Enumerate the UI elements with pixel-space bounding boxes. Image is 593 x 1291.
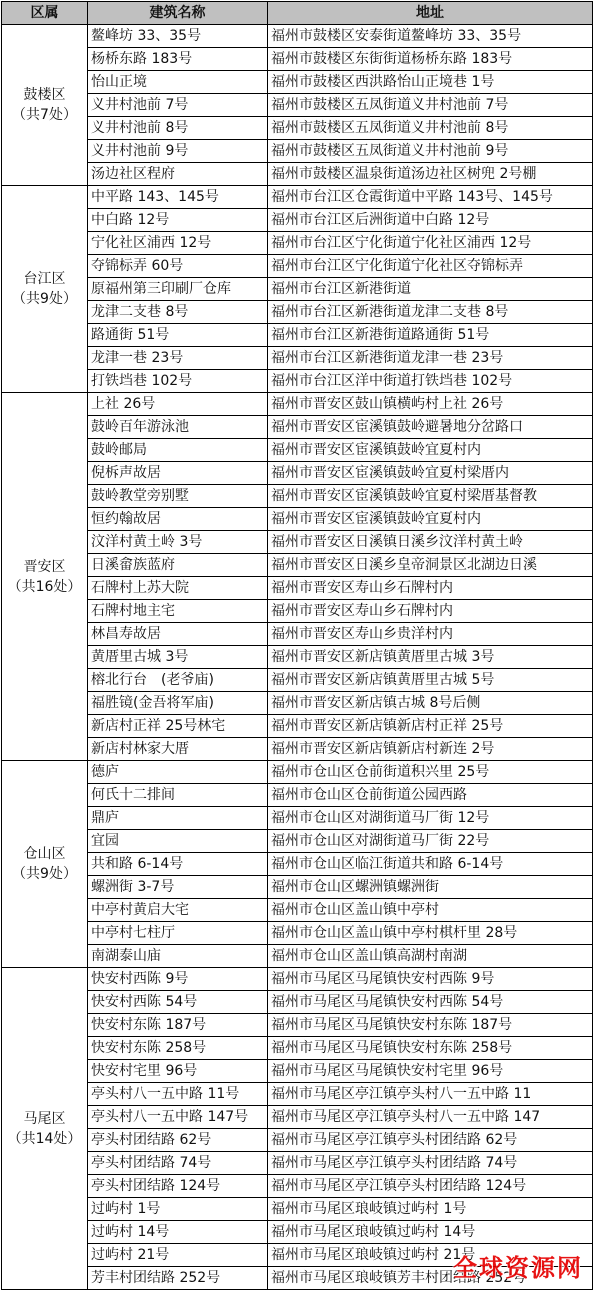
table-row — [2, 899, 593, 922]
building-name-cell: 福胜镜(金吾将军庙) — [88, 692, 268, 715]
building-name-cell: 榕北行台 (老爷庙) — [88, 669, 268, 692]
table-row — [2, 1198, 593, 1221]
address-cell: 福州市马尾区马尾镇快安村东陈 187号 — [268, 1014, 593, 1037]
building-name-cell: 鼓岭百年游泳池 — [88, 416, 268, 439]
building-name-cell: 快安村东陈 258号 — [88, 1037, 268, 1060]
district-count: （共16处） — [7, 578, 82, 595]
address-cell: 福州市仓山区对湖街道马厂街 22号 — [268, 830, 593, 853]
building-name-cell: 芳丰村团结路 252号 — [88, 1267, 268, 1290]
table-row — [2, 347, 593, 370]
address-cell: 福州市马尾区马尾镇快安村西陈 54号 — [268, 991, 593, 1014]
building-name-cell: 新店村林家大厝 — [88, 738, 268, 761]
address-cell: 福州市仓山区盖山镇中亭村棋杆里 28号 — [268, 922, 593, 945]
building-name-cell: 中白路 12号 — [88, 209, 268, 232]
address-cell: 福州市台江区宁化街道宁化社区浦西 12号 — [268, 232, 593, 255]
building-name-cell: 何氏十二排间 — [88, 784, 268, 807]
table-row — [2, 853, 593, 876]
address-cell: 福州市晋安区新店镇黄厝里古城 5号 — [268, 669, 593, 692]
building-name-cell: 鼓岭邮局 — [88, 439, 268, 462]
building-name-cell: 原福州第三印刷厂仓库 — [88, 278, 268, 301]
address-cell: 福州市马尾区马尾镇快安村宅里 96号 — [268, 1060, 593, 1083]
table-row — [2, 1014, 593, 1037]
table-row — [2, 209, 593, 232]
district-count: （共14处） — [7, 1130, 82, 1147]
building-name-cell: 新店村正祥 25号林宅 — [88, 715, 268, 738]
address-cell: 福州市鼓楼区安泰街道鳌峰坊 33、35号 — [268, 25, 593, 48]
address-cell: 福州市鼓楼区东街街道杨桥东路 183号 — [268, 48, 593, 71]
address-cell: 福州市鼓楼区五凤街道义井村池前 7号 — [268, 94, 593, 117]
address-cell: 福州市鼓楼区西洪路怡山正境巷 1号 — [268, 71, 593, 94]
building-name-cell: 共和路 6-14号 — [88, 853, 268, 876]
building-name-cell: 黄厝里古城 3号 — [88, 646, 268, 669]
address-cell: 福州市台江区新港街道龙津二支巷 8号 — [268, 301, 593, 324]
table-row — [2, 531, 593, 554]
building-name-cell: 日溪畲族蓝府 — [88, 554, 268, 577]
table-row — [2, 324, 593, 347]
table-row — [2, 669, 593, 692]
building-name-cell: 亭头村团结路 124号 — [88, 1175, 268, 1198]
address-cell: 福州市台江区新港街道龙津一巷 23号 — [268, 347, 593, 370]
address-cell: 福州市晋安区宦溪镇鼓岭宜夏村梁厝基督教 — [268, 485, 593, 508]
address-cell: 福州市仓山区螺洲镇螺洲街 — [268, 876, 593, 899]
watermark-logo: 全球资源网 — [453, 1254, 583, 1282]
table-row — [2, 991, 593, 1014]
table-row — [2, 715, 593, 738]
address-cell: 福州市仓山区临江街道共和路 6-14号 — [268, 853, 593, 876]
table-row — [2, 784, 593, 807]
building-name-cell: 义井村池前 9号 — [88, 140, 268, 163]
building-name-cell: 过屿村 21号 — [88, 1244, 268, 1267]
address-cell: 福州市仓山区盖山镇中亭村 — [268, 899, 593, 922]
table-row — [2, 1221, 593, 1244]
building-name-cell: 倪柝声故居 — [88, 462, 268, 485]
table-row — [2, 577, 593, 600]
district-count: （共9处） — [12, 866, 77, 882]
building-name-cell: 亭头村八一五中路 147号 — [88, 1106, 268, 1129]
address-cell: 福州市晋安区新店镇新店村正祥 25号 — [268, 715, 593, 738]
building-name-cell: 恒约翰故居 — [88, 508, 268, 531]
table-row — [2, 1060, 593, 1083]
district-name: 马尾区 — [23, 1110, 66, 1127]
building-name-cell: 龙津一巷 23号 — [88, 347, 268, 370]
address-cell: 福州市晋安区新店镇古城 8号后侧 — [268, 692, 593, 715]
address-cell: 福州市晋安区日溪乡皇帝洞景区北湖边日溪 — [268, 554, 593, 577]
table-row — [2, 761, 593, 784]
table-row — [2, 163, 593, 186]
building-name-cell: 亭头村团结路 74号 — [88, 1152, 268, 1175]
address-cell: 福州市晋安区寿山乡石牌村内 — [268, 577, 593, 600]
header-district: 区属 — [2, 2, 88, 25]
district-cell — [2, 25, 88, 186]
header-address: 地址 — [268, 2, 593, 25]
address-cell: 福州市仓山区对湖街道马厂街 12号 — [268, 807, 593, 830]
address-cell: 福州市马尾区亭江镇亭头村八一五中路 147 — [268, 1106, 593, 1129]
address-cell: 福州市仓山区仓前街道积兴里 25号 — [268, 761, 593, 784]
address-cell: 福州市马尾区亭江镇亭头村团结路 62号 — [268, 1129, 593, 1152]
building-name-cell: 过屿村 14号 — [88, 1221, 268, 1244]
district-cell — [2, 968, 88, 1290]
table-row — [2, 485, 593, 508]
address-cell: 福州市鼓楼区五凤街道义井村池前 9号 — [268, 140, 593, 163]
address-cell: 福州市仓山区盖山镇高湖村南湖 — [268, 945, 593, 968]
address-cell: 福州市马尾区马尾镇快安村东陈 258号 — [268, 1037, 593, 1060]
building-name-cell: 龙津二支巷 8号 — [88, 301, 268, 324]
table-row — [2, 439, 593, 462]
table-row — [2, 830, 593, 853]
building-name-cell: 上社 26号 — [88, 393, 268, 416]
table-row — [2, 370, 593, 393]
building-name-cell: 亭头村团结路 62号 — [88, 1129, 268, 1152]
building-name-cell: 宁化社区浦西 12号 — [88, 232, 268, 255]
address-cell: 福州市马尾区亭江镇亭头村团结路 74号 — [268, 1152, 593, 1175]
table-row — [2, 508, 593, 531]
table-row — [2, 554, 593, 577]
table-row — [2, 186, 593, 209]
address-cell: 福州市仓山区仓前街道公园西路 — [268, 784, 593, 807]
address-cell: 福州市台江区后洲街道中白路 12号 — [268, 209, 593, 232]
address-cell: 福州市台江区新港街道 — [268, 278, 593, 301]
address-cell: 福州市晋安区日溪镇日溪乡汶洋村黄土岭 — [268, 531, 593, 554]
district-name: 台江区 — [23, 271, 66, 287]
district-name: 鼓楼区 — [23, 87, 66, 103]
table-row — [2, 1129, 593, 1152]
address-cell: 福州市晋安区宦溪镇鼓岭宜夏村内 — [268, 439, 593, 462]
district-count: （共7处） — [12, 107, 77, 123]
table-row — [2, 117, 593, 140]
address-cell: 福州市晋安区鼓山镇横屿村上社 26号 — [268, 393, 593, 416]
building-name-cell: 快安村宅里 96号 — [88, 1060, 268, 1083]
table-row — [2, 692, 593, 715]
address-cell: 福州市马尾区琅岐镇过屿村 14号 — [268, 1221, 593, 1244]
building-name-cell: 打铁垱巷 102号 — [88, 370, 268, 393]
address-cell: 福州市台江区宁化街道宁化社区夺锦标弄 — [268, 255, 593, 278]
address-cell: 福州市马尾区亭江镇亭头村团结路 124号 — [268, 1175, 593, 1198]
building-name-cell: 德庐 — [88, 761, 268, 784]
district-cell — [2, 186, 88, 393]
building-name-cell: 夺锦标弄 60号 — [88, 255, 268, 278]
table-row — [2, 738, 593, 761]
address-cell: 福州市晋安区新店镇黄厝里古城 3号 — [268, 646, 593, 669]
address-cell: 福州市台江区洋中街道打铁垱巷 102号 — [268, 370, 593, 393]
address-cell: 福州市晋安区宦溪镇鼓岭宜夏村内 — [268, 508, 593, 531]
header-row — [2, 2, 593, 25]
building-name-cell: 快安村西陈 9号 — [88, 968, 268, 991]
table-row — [2, 1037, 593, 1060]
table-row — [2, 94, 593, 117]
address-cell: 福州市晋安区寿山乡石牌村内 — [268, 600, 593, 623]
heritage-buildings-table — [1, 1, 593, 1290]
building-name-cell: 宜园 — [88, 830, 268, 853]
address-cell: 福州市晋安区新店镇新店村新连 2号 — [268, 738, 593, 761]
table-row — [2, 232, 593, 255]
table-row — [2, 1175, 593, 1198]
table-row — [2, 48, 593, 71]
building-name-cell: 石牌村地主宅 — [88, 600, 268, 623]
table-row — [2, 462, 593, 485]
district-count: （共9处） — [12, 291, 77, 307]
building-name-cell: 义井村池前 7号 — [88, 94, 268, 117]
address-cell: 福州市马尾区琅岐镇过屿村 1号 — [268, 1198, 593, 1221]
building-name-cell: 中亭村七柱厅 — [88, 922, 268, 945]
building-name-cell: 螺洲街 3-7号 — [88, 876, 268, 899]
address-cell: 福州市马尾区琅岐镇芳丰村团结路 252号 — [268, 1267, 593, 1290]
address-cell: 福州市台江区仓霞街道中平路 143号、145号 — [268, 186, 593, 209]
building-name-cell: 中亭村黄启大宅 — [88, 899, 268, 922]
table-row — [2, 393, 593, 416]
building-name-cell: 中平路 143、145号 — [88, 186, 268, 209]
building-name-cell: 亭头村八一五中路 11号 — [88, 1083, 268, 1106]
building-name-cell: 杨桥东路 183号 — [88, 48, 268, 71]
table-row — [2, 1106, 593, 1129]
building-name-cell: 南湖泰山庙 — [88, 945, 268, 968]
building-name-cell: 怡山正境 — [88, 71, 268, 94]
building-name-cell: 林昌寿故居 — [88, 623, 268, 646]
table-row — [2, 1152, 593, 1175]
address-cell: 福州市晋安区宦溪镇鼓岭避暑地分岔路口 — [268, 416, 593, 439]
table-row — [2, 1083, 593, 1106]
table-body — [2, 25, 593, 1290]
building-name-cell: 汶洋村黄土岭 3号 — [88, 531, 268, 554]
table-row — [2, 600, 593, 623]
table-row — [2, 301, 593, 324]
building-name-cell: 义井村池前 8号 — [88, 117, 268, 140]
building-name-cell: 鳌峰坊 33、35号 — [88, 25, 268, 48]
district-cell — [2, 393, 88, 761]
address-cell: 福州市鼓楼区温泉街道汤边社区树兜 2号棚 — [268, 163, 593, 186]
address-cell: 福州市台江区新港街道路通街 51号 — [268, 324, 593, 347]
table-row — [2, 71, 593, 94]
table-row — [2, 623, 593, 646]
table-row — [2, 945, 593, 968]
building-name-cell: 鼎庐 — [88, 807, 268, 830]
table-row — [2, 140, 593, 163]
address-cell: 福州市马尾区亭江镇亭头村八一五中路 11 — [268, 1083, 593, 1106]
address-cell: 福州市马尾区马尾镇快安村西陈 9号 — [268, 968, 593, 991]
address-cell: 福州市晋安区宦溪镇鼓岭宜夏村梁厝内 — [268, 462, 593, 485]
district-cell — [2, 761, 88, 968]
district-name: 仓山区 — [23, 846, 66, 862]
building-name-cell: 汤边社区程府 — [88, 163, 268, 186]
building-name-cell: 过屿村 1号 — [88, 1198, 268, 1221]
address-cell: 福州市马尾区琅岐镇过屿村 21号 — [268, 1244, 593, 1267]
table-row — [2, 278, 593, 301]
building-name-cell: 快安村西陈 54号 — [88, 991, 268, 1014]
table-row — [2, 416, 593, 439]
table-row — [2, 255, 593, 278]
table-row — [2, 646, 593, 669]
address-cell: 福州市鼓楼区五凤街道义井村池前 8号 — [268, 117, 593, 140]
building-name-cell: 快安村东陈 187号 — [88, 1014, 268, 1037]
table-row — [2, 25, 593, 48]
table-row — [2, 968, 593, 991]
building-name-cell: 石牌村上苏大院 — [88, 577, 268, 600]
building-name-cell: 路通街 51号 — [88, 324, 268, 347]
table-row — [2, 807, 593, 830]
table-row — [2, 922, 593, 945]
header-building-name: 建筑名称 — [88, 2, 268, 25]
table-row — [2, 876, 593, 899]
district-name: 晋安区 — [23, 558, 66, 575]
address-cell: 福州市晋安区寿山乡贵洋村内 — [268, 623, 593, 646]
building-name-cell: 鼓岭教堂旁别墅 — [88, 485, 268, 508]
